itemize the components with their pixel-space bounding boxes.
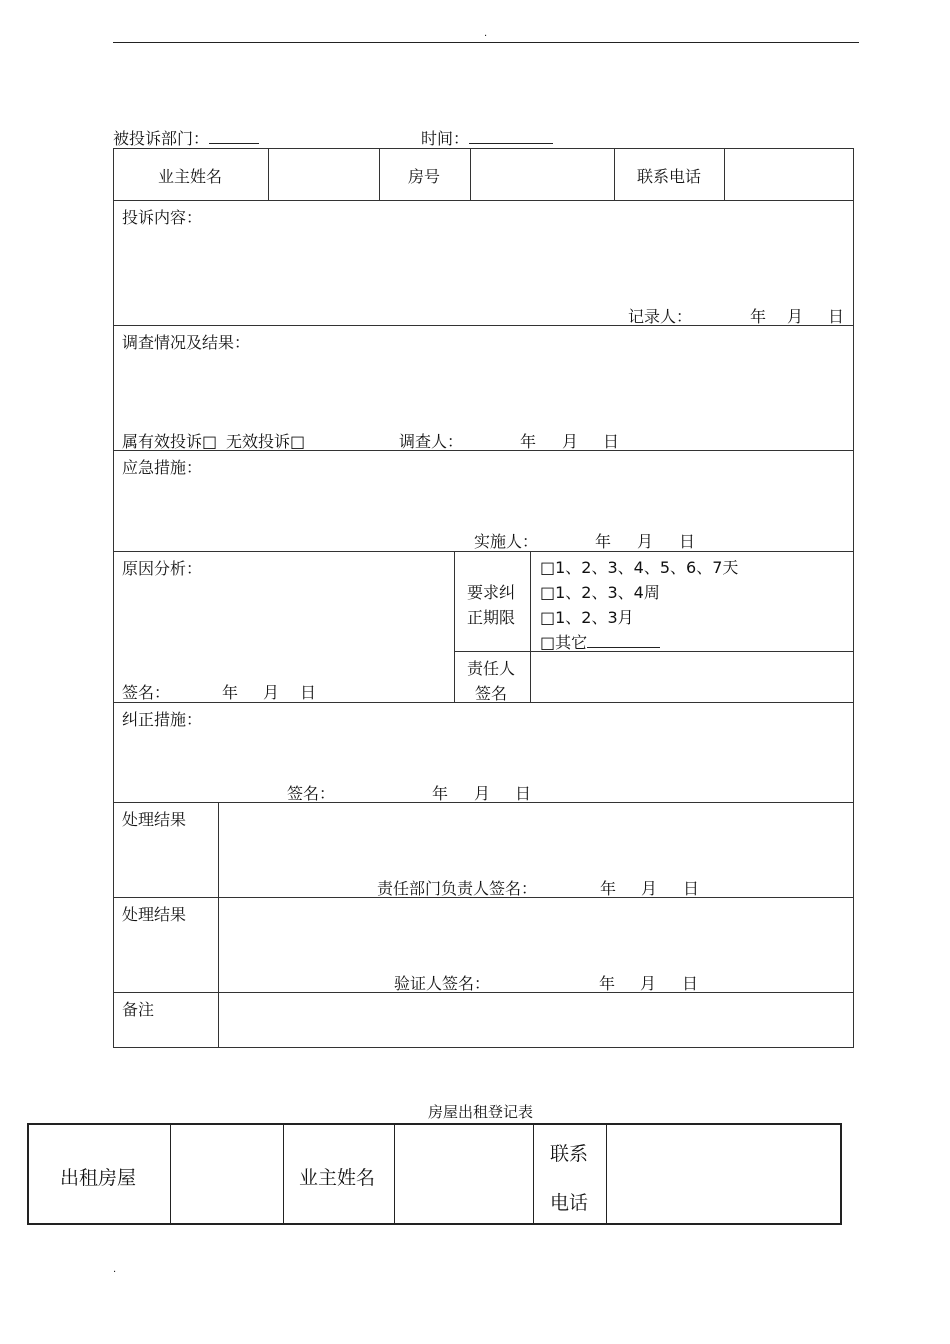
time-blank[interactable] — [469, 129, 553, 144]
time-label: 时间： — [421, 129, 470, 148]
result1-day: 日 — [683, 879, 700, 898]
deadline-option-days[interactable]: □1、2、3、4、5、6、7天 — [540, 558, 739, 577]
cause-day: 日 — [300, 683, 317, 702]
result2-day: 日 — [682, 974, 699, 993]
rental-owner-name-cell[interactable] — [396, 1126, 532, 1222]
result1-sign-label: 责任部门负责人签名： — [377, 879, 538, 898]
deadline-option-other[interactable] — [540, 630, 660, 653]
deadline-label-line1: 要求纠 — [467, 583, 516, 602]
cause-analysis-label: 原因分析： — [122, 559, 203, 578]
emergency-day: 日 — [679, 532, 696, 551]
deadline-other-blank[interactable] — [587, 633, 660, 648]
deadline-option-other-label: □其它 — [540, 633, 588, 652]
complained-dept-label: 被投诉部门： — [113, 129, 210, 148]
cause-year: 年 — [222, 683, 239, 702]
correction-year: 年 — [432, 784, 449, 803]
deadline-option-months[interactable]: □1、2、3月 — [540, 608, 634, 627]
rental-contact-cell[interactable] — [608, 1126, 840, 1222]
investigation-day: 日 — [603, 432, 620, 451]
time-field — [421, 126, 553, 149]
deadline-label-line2: 正期限 — [467, 608, 516, 627]
complained-dept-blank[interactable] — [209, 129, 259, 144]
header-rule — [113, 42, 859, 43]
room-no-cell[interactable] — [472, 150, 613, 199]
deadline-option-weeks[interactable]: □1、2、3、4周 — [540, 583, 660, 602]
rental-contact-label-line2: 电话 — [550, 1192, 589, 1214]
page-top-dot: . — [484, 28, 488, 39]
complaint-content-label: 投诉内容： — [122, 208, 203, 227]
result2-month: 月 — [640, 974, 657, 993]
remarks-label: 备注 — [122, 1000, 155, 1019]
remarks-cell[interactable] — [220, 994, 852, 1046]
investigator-label: 调查人： — [399, 432, 464, 451]
owner-name-cell[interactable] — [270, 150, 378, 199]
result1-month: 月 — [641, 879, 658, 898]
correction-day: 日 — [515, 784, 532, 803]
rental-house-cell[interactable] — [172, 1126, 282, 1222]
phone-label: 联系电话 — [637, 167, 702, 186]
result2-year: 年 — [599, 974, 616, 993]
complaint-day: 日 — [828, 307, 845, 326]
rental-owner-name-label: 业主姓名 — [299, 1167, 376, 1189]
responsible-label-line1: 责任人 — [467, 659, 516, 678]
result2-label: 处理结果 — [122, 905, 187, 924]
rental-contact-label-line1: 联系 — [550, 1143, 589, 1165]
emergency-measures-label: 应急措施： — [122, 458, 203, 477]
result1-label: 处理结果 — [122, 810, 187, 829]
complaint-month: 月 — [787, 307, 804, 326]
result2-sign-label: 验证人签名： — [394, 974, 491, 993]
room-no-label: 房号 — [408, 167, 441, 186]
implementer-label: 实施人： — [474, 532, 539, 551]
cause-sign-label: 签名： — [122, 683, 171, 702]
rental-house-label: 出租房屋 — [60, 1167, 137, 1189]
correction-month: 月 — [474, 784, 491, 803]
responsible-sign-cell[interactable] — [532, 653, 852, 701]
phone-cell[interactable] — [726, 150, 852, 199]
cause-month: 月 — [263, 683, 280, 702]
owner-name-label: 业主姓名 — [158, 167, 223, 186]
complained-dept-field — [113, 126, 259, 149]
emergency-year: 年 — [595, 532, 612, 551]
result1-year: 年 — [600, 879, 617, 898]
invalid-complaint-checkbox[interactable]: 无效投诉□ — [226, 432, 306, 451]
recorder-label: 记录人： — [628, 307, 693, 326]
rental-table-title: 房屋出租登记表 — [428, 1103, 534, 1121]
emergency-month: 月 — [637, 532, 654, 551]
corrective-measures-label: 纠正措施： — [122, 710, 203, 729]
responsible-label-line2: 签名 — [475, 684, 508, 703]
valid-complaint-checkbox[interactable]: 属有效投诉□ — [122, 432, 218, 451]
complaint-year: 年 — [750, 307, 767, 326]
page-bottom-dot: . — [113, 1264, 117, 1275]
investigation-month: 月 — [562, 432, 579, 451]
investigation-label: 调查情况及结果： — [122, 333, 251, 352]
investigation-year: 年 — [520, 432, 537, 451]
correction-sign-label: 签名： — [287, 784, 336, 803]
